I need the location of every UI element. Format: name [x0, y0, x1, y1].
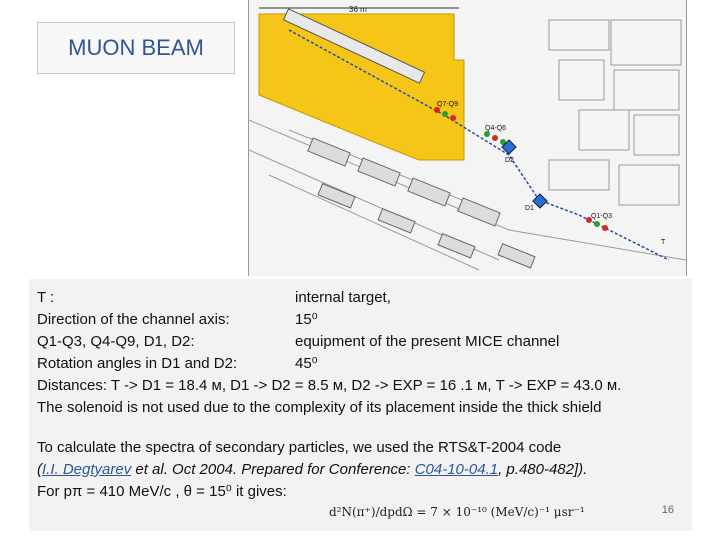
distances-line: Distances: T -> D1 = 18.4 м, D1 -> D2 = 8.5 м, D2 -> EXP = 16 .1 м, T -> EXP = 43.0 м. [37, 377, 622, 394]
slide-number: 16 [661, 504, 674, 516]
rotation-value: 45⁰ [295, 355, 318, 372]
solenoid-note: The solenoid is not used due to the complexity of its placement inside the thick shield [37, 399, 602, 416]
author-link[interactable]: I.I. Degtyarev [42, 461, 132, 478]
label-target: T [661, 239, 666, 246]
calculation-line: To calculate the spectra of secondary particles, we used the RTS&T-2004 code [37, 439, 562, 456]
elements-value: equipment of the present MICE channel [295, 333, 560, 350]
label-q4-q6: Q4-Q6 [485, 125, 507, 132]
axis-value: 15⁰ [295, 311, 318, 328]
target-label: T : [37, 289, 55, 306]
beamline-layout-diagram [248, 0, 687, 276]
target-value: internal target, [295, 289, 391, 306]
elements-label: Q1-Q3, Q4-Q9, D1, D2: [37, 333, 195, 350]
parameters-line: For pπ = 410 MeV/c , θ = 15⁰ it gives: [37, 483, 287, 500]
scale-label: 36 m [349, 5, 367, 14]
axis-label: Direction of the channel axis: [37, 311, 230, 328]
reference-line: (I.I. Degtyarev et al. Oct 2004. Prepared for Conference: C04-10-04.1, p.480-482]). [37, 461, 588, 478]
label-q1-q3: Q1-Q3 [591, 213, 613, 220]
spectrum-formula: d²N(π⁺)/dpdΩ = 7 × 10⁻¹⁰ (MeV/c)⁻¹ μsr⁻¹ [329, 505, 585, 519]
label-d2: D2 [505, 157, 514, 164]
label-q7-q9: Q7-Q9 [437, 101, 459, 108]
conference-link[interactable]: C04-10-04.1 [414, 461, 499, 478]
description-panel [29, 279, 692, 531]
slide-title: MUON BEAM [37, 22, 235, 74]
rotation-label: Rotation angles in D1 and D2: [37, 355, 238, 372]
label-d1: D1 [525, 205, 534, 212]
